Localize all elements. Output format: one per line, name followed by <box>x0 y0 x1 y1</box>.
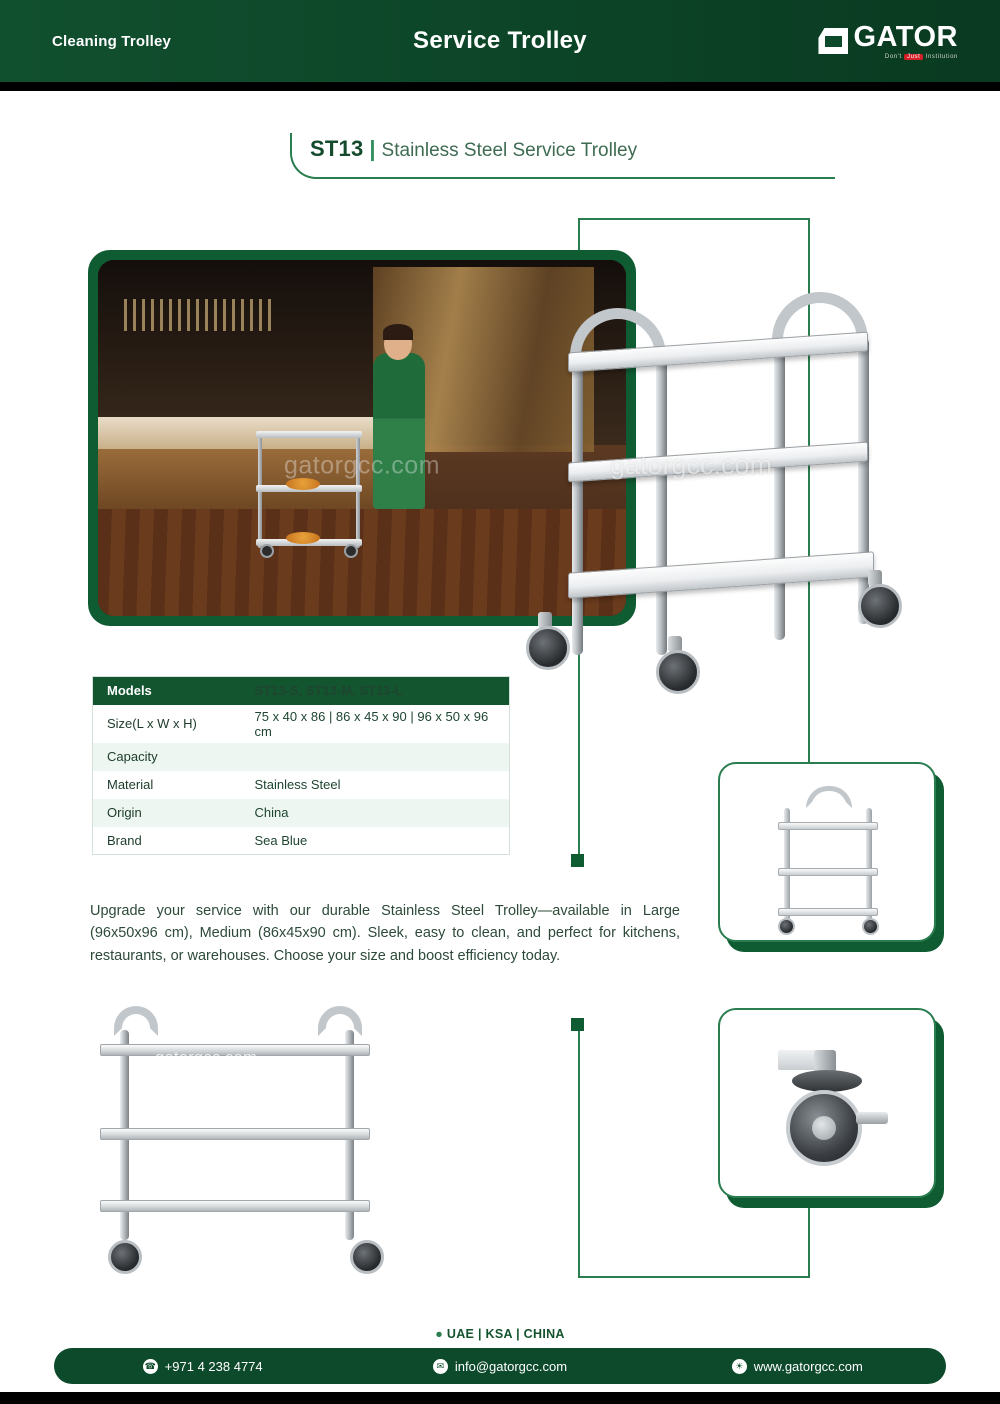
detail-card-caster <box>718 1008 936 1198</box>
location-pin-icon: ● <box>435 1327 444 1341</box>
product-code: ST13 <box>310 136 364 161</box>
spec-value-models: ST13-S, ST13-M, ST13-L <box>254 683 403 699</box>
product-description: Upgrade your service with our durable Stainless Steel Trolley—available in Large (96x50x96 cm), Medium (86x45x90 cm). Sleek, easy to clean, and perfect for kitchens, restaurants, or warehouses. Choose your size and boost efficiency today. <box>90 903 680 964</box>
logo-text: GATOR <box>853 20 958 53</box>
logo-tagline <box>853 54 958 60</box>
spec-value-capacity <box>241 743 510 771</box>
main-product-image <box>520 280 940 720</box>
product-title <box>310 136 637 162</box>
photo-person-hair <box>383 324 413 340</box>
photo-person <box>373 353 426 510</box>
spec-label-capacity: Capacity <box>107 749 158 764</box>
mail-icon: ✉ <box>433 1359 448 1374</box>
footer-black-bar <box>0 1392 1000 1404</box>
spec-value-origin: China <box>254 805 289 820</box>
footer-contact-bar <box>54 1348 946 1384</box>
brand-logo <box>670 20 1000 60</box>
footer-locations <box>0 1327 1000 1341</box>
detail-shelf-bottom <box>778 908 878 916</box>
footer-email[interactable] <box>351 1359 648 1374</box>
spec-value-material: Stainless Steel <box>254 777 341 792</box>
table-row-header <box>93 677 510 705</box>
caster-brake-lever <box>856 1112 888 1124</box>
connector-lower-right-vertical <box>808 1196 810 1278</box>
caster-housing <box>792 1070 862 1092</box>
trolley-post-2 <box>656 355 667 655</box>
spec-label-material: Material <box>107 777 154 792</box>
detail-handle-icon <box>806 786 852 808</box>
detail-wheel-right <box>862 918 879 935</box>
phone-icon: ☎ <box>143 1359 158 1374</box>
table-row <box>93 705 510 743</box>
connector-bottom-horizontal <box>578 1276 810 1278</box>
caster-rear-right <box>858 584 902 628</box>
photo-watermark: gatorgcc.com <box>283 451 441 480</box>
connector-lower-left-vertical <box>578 1018 580 1278</box>
caster-hub <box>812 1116 836 1140</box>
footer-phone[interactable] <box>54 1359 351 1374</box>
footer-website[interactable] <box>649 1359 946 1374</box>
spec-label-brand: Brand <box>107 832 142 848</box>
detail-card-frame <box>718 762 936 942</box>
footer-website-text: www.gatorgcc.com <box>753 1358 863 1374</box>
header-black-bar <box>0 82 1000 91</box>
photo-mini-trolley <box>256 431 362 548</box>
front-shelf-bottom <box>100 1200 370 1212</box>
spec-label-origin: Origin <box>107 805 142 820</box>
caster-front-left <box>526 626 570 670</box>
footer-email-text: info@gatorgcc.com <box>454 1358 568 1374</box>
spec-label-models: Models <box>107 683 152 699</box>
connector-square-left <box>571 854 584 867</box>
header-category: Cleaning Trolley <box>52 32 172 50</box>
logo-tagline-pill: Just <box>904 54 923 60</box>
detail-shelf-middle <box>778 868 878 876</box>
caster-front-right <box>656 650 700 694</box>
trolley-post-1 <box>572 365 583 655</box>
front-shelf-middle <box>100 1128 370 1140</box>
detail-wheel-left <box>778 918 795 935</box>
table-row <box>93 743 510 771</box>
front-handle-right <box>318 1006 362 1036</box>
logo-tagline-right: Institution <box>925 53 958 60</box>
spec-value-size: 75 x 40 x 86 | 86 x 45 x 90 | 96 x 50 x 96 cm <box>254 708 489 739</box>
main-product-watermark: gatorgcc.com <box>610 450 773 480</box>
front-view-image <box>100 1000 400 1290</box>
page-header <box>0 0 1000 82</box>
connector-square-lower-left <box>571 1018 584 1031</box>
table-row <box>93 771 510 799</box>
trolley-post-3 <box>774 348 785 640</box>
caster-closeup <box>778 1050 888 1168</box>
footer-phone-text: +971 4 238 4774 <box>164 1358 263 1374</box>
table-row <box>93 799 510 827</box>
spec-label-size: Size(L x W x H) <box>107 716 197 731</box>
page-title: Service Trolley <box>413 27 587 54</box>
title-separator: | <box>369 136 376 161</box>
product-name: Stainless Steel Service Trolley <box>381 140 638 161</box>
globe-icon: ☀ <box>732 1359 747 1374</box>
footer-locations-text: UAE | KSA | CHINA <box>446 1327 565 1341</box>
front-view-watermark: gatorgcc.com <box>155 1048 258 1067</box>
specifications-table <box>92 676 510 855</box>
gator-logo-icon <box>818 28 848 54</box>
front-wheel-right <box>350 1240 384 1274</box>
detail-shelf-top <box>778 822 878 830</box>
front-wheel-left <box>108 1240 142 1274</box>
spec-value-brand: Sea Blue <box>254 832 308 848</box>
logo-tagline-left: Don't <box>884 53 902 60</box>
connector-top-horizontal <box>578 218 810 220</box>
trolley-shelf-bottom <box>568 551 874 598</box>
table-row <box>93 827 510 855</box>
detail-mini-trolley <box>778 786 882 926</box>
